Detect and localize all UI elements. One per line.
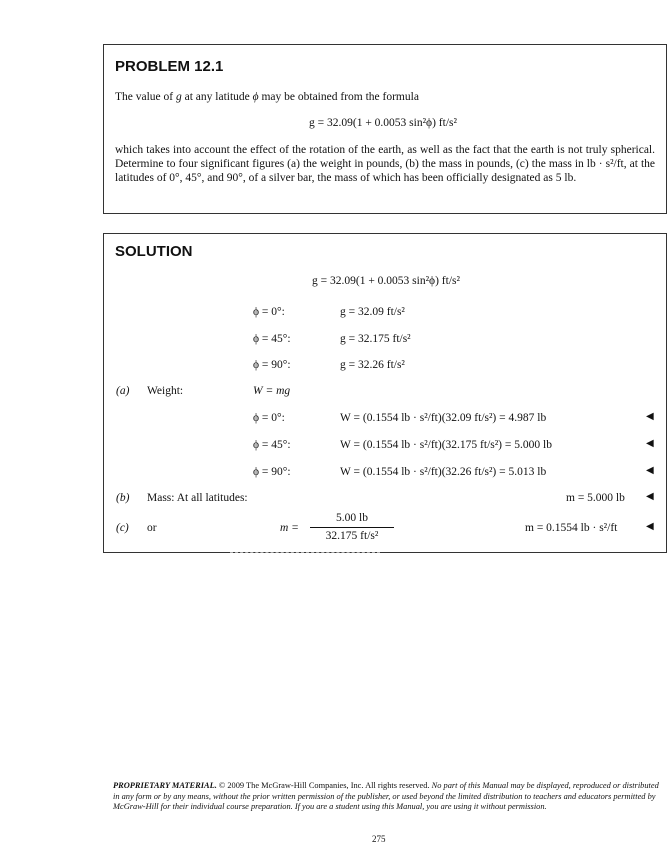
part-a-label: (a): [116, 385, 130, 397]
problem-box: [103, 44, 667, 214]
weight-phi-45-value: W = (0.1554 lb · s²/ft)(32.175 ft/s²) = 5.000 lb: [340, 439, 552, 451]
answer-marker: ◀: [646, 521, 654, 532]
part-b-label: (b): [116, 492, 130, 504]
weight-phi-0-label: ϕ = 0°:: [253, 412, 285, 424]
part-b-answer: m = 5.000 lb: [566, 492, 625, 504]
g-phi-0-label: ϕ = 0°:: [253, 306, 285, 318]
g-phi-90-label: ϕ = 90°:: [253, 359, 291, 371]
problem-heading: PROBLEM 12.1: [115, 58, 224, 75]
intro-text-b: at any latitude: [181, 91, 253, 103]
scan-artifact: [230, 552, 380, 553]
intro-symbol-phi: ϕ: [252, 91, 259, 103]
weight-phi-90-value: W = (0.1554 lb · s²/ft)(32.26 ft/s²) = 5.013 lb: [340, 466, 547, 478]
g-phi-45-value: g = 32.175 ft/s²: [340, 333, 411, 345]
footer-lead: PROPRIETARY MATERIAL.: [113, 781, 217, 790]
intro-symbol-g: g: [176, 91, 182, 103]
part-c-label: (c): [116, 522, 129, 534]
solution-heading: SOLUTION: [115, 243, 193, 260]
answer-marker: ◀: [646, 465, 654, 476]
intro-text-a: The value of: [115, 91, 176, 103]
weight-phi-90-label: ϕ = 90°:: [253, 466, 291, 478]
part-a-title: Weight:: [147, 385, 184, 397]
part-c-denominator: 32.175 ft/s²: [325, 530, 379, 542]
part-c-title: or: [147, 522, 157, 534]
part-a-formula: W = mg: [253, 385, 291, 397]
problem-intro: [115, 90, 419, 104]
answer-marker: ◀: [646, 411, 654, 422]
answer-marker: ◀: [646, 491, 654, 502]
footer-copyright: © 2009 The McGraw-Hill Companies, Inc. All rights reserved.: [216, 781, 432, 790]
part-c-answer: m = 0.1554 lb · s²/ft: [525, 522, 618, 534]
part-c-fraction-bar: [310, 527, 394, 528]
problem-formula: g = 32.09(1 + 0.0053 sin²ϕ) ft/s²: [309, 117, 457, 129]
page-number: 275: [372, 834, 386, 844]
g-phi-45-label: ϕ = 45°:: [253, 333, 291, 345]
part-b-title: Mass: At all latitudes:: [147, 492, 248, 504]
g-phi-90-value: g = 32.26 ft/s²: [340, 359, 405, 371]
answer-marker: ◀: [646, 438, 654, 449]
intro-text-c: may be obtained from the formula: [258, 91, 419, 103]
copyright-footer: [113, 781, 661, 813]
solution-formula: g = 32.09(1 + 0.0053 sin²ϕ) ft/s²: [312, 275, 460, 287]
g-phi-0-value: g = 32.09 ft/s²: [340, 306, 405, 318]
part-c-lhs: m =: [280, 522, 299, 534]
problem-description: which takes into account the effect of the rotation of the earth, as well as the fact that the earth is not truly spherical. Determine to four significant figures (a) the weight in pounds, (b) the mass in pounds, (c) the mass in lb · s²/ft, at the latitudes of 0°, 45°, and 90°, of a silver bar, the mass of which has been officially designated as 5 lb.: [115, 144, 655, 184]
footer-notice: No part of this Manual may be displayed, reproduced or distributed in any form or by any means, without the prior written permission of the publisher, or used beyond the limited distribution to teachers and educators permitted by McGraw-Hill for their individual course preparation. If you are a student using this Manual, you are using it without permission.: [113, 781, 659, 811]
solution-box: [103, 233, 667, 553]
weight-phi-45-label: ϕ = 45°:: [253, 439, 291, 451]
weight-phi-0-value: W = (0.1554 lb · s²/ft)(32.09 ft/s²) = 4.987 lb: [340, 412, 547, 424]
part-c-numerator: 5.00 lb: [336, 512, 368, 524]
